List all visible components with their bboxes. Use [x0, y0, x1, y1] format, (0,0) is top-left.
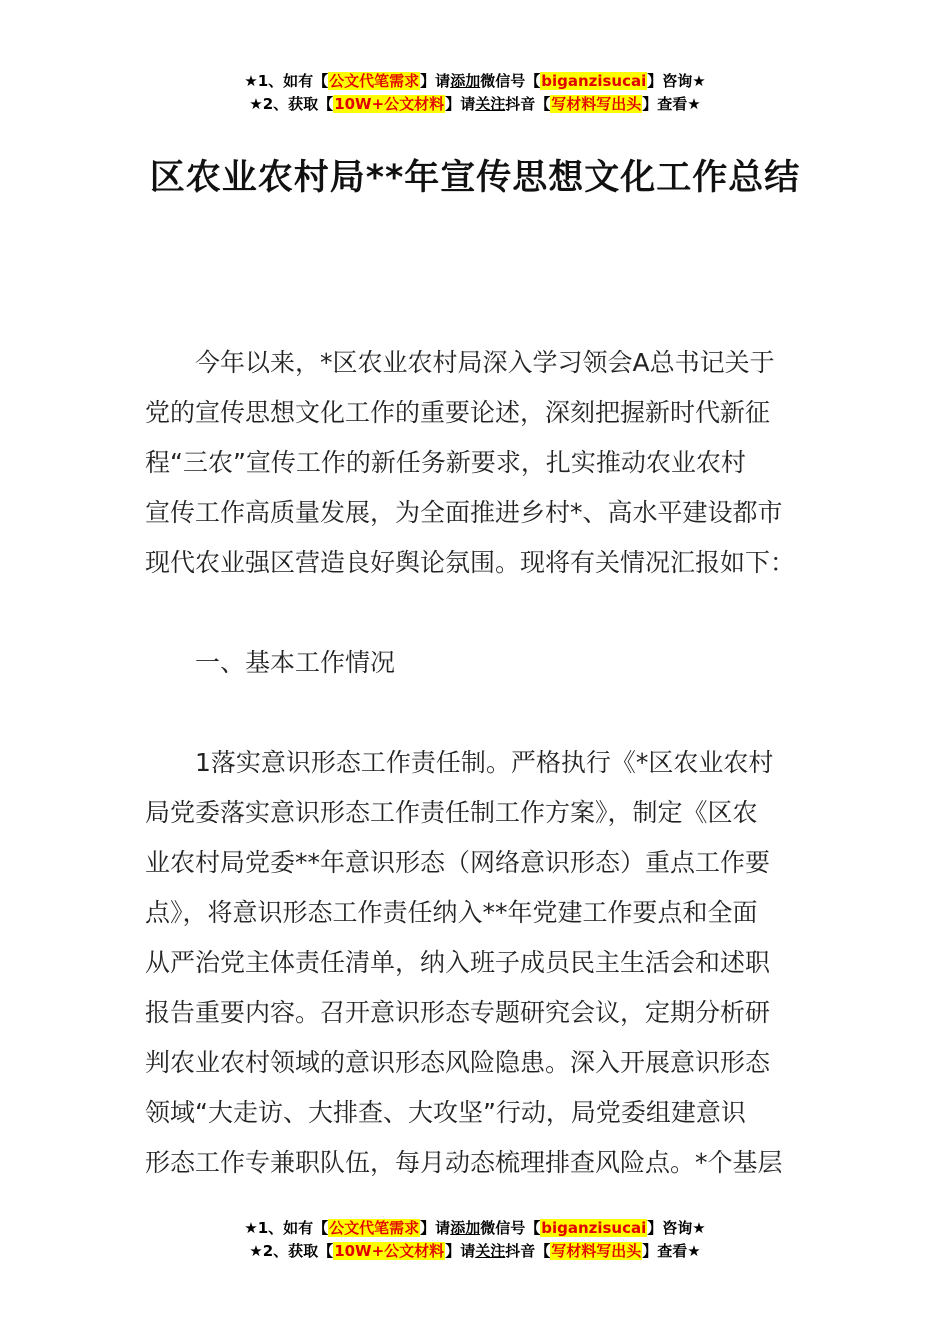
section-heading-text: 一、基本工作情况: [145, 648, 396, 677]
paragraph-line: 今年以来，*区农业农村局深入学习领会A总书记关于: [145, 348, 775, 377]
banner-text: 抖音【: [505, 95, 551, 113]
banner-text: 】查看★: [642, 1242, 701, 1260]
paragraph-line: 领域“大走访、大排查、大攻坚”行动，局党委组建意识: [145, 1098, 746, 1127]
banner-highlight: 10W+公文材料: [334, 95, 445, 113]
paragraph-line: 局党委落实意识形态工作责任制工作方案》，制定《区农: [145, 798, 758, 827]
banner-text: ★2、获取【: [249, 1242, 334, 1260]
paragraph-line: 宣传工作高质量发展，为全面推进乡村*、高水平建设都市: [145, 498, 783, 527]
section-paragraph: [145, 738, 810, 1188]
banner-highlight: 公文代笔需求: [329, 1219, 420, 1237]
paragraph-line: 业农村局党委**年意识形态（网络意识形态）重点工作要: [145, 848, 771, 877]
banner-underline: 添加: [450, 1219, 481, 1237]
banner-text: 】咨询★: [647, 1219, 706, 1237]
banner-highlight: biganzisucai: [541, 1219, 647, 1237]
banner-underline: 关注: [475, 95, 506, 113]
banner-text: 抖音【: [505, 1242, 551, 1260]
banner-line-2: [0, 1240, 950, 1263]
paragraph-line: 1落实意识形态工作责任制。严格执行《*区农业农村: [145, 748, 774, 777]
paragraph-line: 报告重要内容。召开意识形态专题研究会议，定期分析研: [145, 998, 771, 1027]
banner-text: ★2、获取【: [249, 95, 334, 113]
banner-text: 】咨询★: [647, 72, 706, 90]
banner-highlight: 公文代笔需求: [329, 72, 420, 90]
banner-highlight: biganzisucai: [541, 72, 647, 90]
paragraph-line: 判农业农村领域的意识形态风险隐患。深入开展意识形态: [145, 1048, 771, 1077]
banner-text: 微信号【: [480, 72, 541, 90]
document-title: 区农业农村局**年宣传思想文化工作总结: [149, 158, 801, 198]
banner-text: 】请: [445, 1242, 476, 1260]
banner-text: 】查看★: [642, 95, 701, 113]
paragraph-line: 从严治党主体责任清单，纳入班子成员民主生活会和述职: [145, 948, 771, 977]
banner-highlight: 10W+公文材料: [334, 1242, 445, 1260]
paragraph-line: 点》，将意识形态工作责任纳入**年党建工作要点和全面: [145, 898, 758, 927]
banner-highlight: 写材料写出头: [551, 95, 642, 113]
banner-line-2: [0, 93, 950, 116]
paragraph-line: 程“三农”宣传工作的新任务新要求，扎实推动农业农村: [145, 448, 746, 477]
banner-line-1: [0, 70, 950, 93]
paragraph-line: 现代农业强区营造良好舆论氛围。现将有关情况汇报如下：: [145, 548, 796, 577]
footer-banner: [0, 1217, 950, 1263]
header-banner: [0, 70, 950, 116]
banner-text: 微信号【: [480, 1219, 541, 1237]
intro-paragraph: [145, 338, 810, 588]
banner-text: ★1、如有【: [244, 72, 329, 90]
banner-text: ★1、如有【: [244, 1219, 329, 1237]
paragraph-line: 形态工作专兼职队伍，每月动态梳理排查风险点。*个基层: [145, 1148, 783, 1177]
banner-text: 】请: [420, 1219, 451, 1237]
section-heading: [145, 638, 810, 688]
banner-line-1: [0, 1217, 950, 1240]
banner-underline: 关注: [475, 1242, 506, 1260]
banner-text: 】请: [445, 95, 476, 113]
banner-underline: 添加: [450, 72, 481, 90]
banner-highlight: 写材料写出头: [551, 1242, 642, 1260]
banner-text: 】请: [420, 72, 451, 90]
paragraph-line: 党的宣传思想文化工作的重要论述，深刻把握新时代新征: [145, 398, 771, 427]
